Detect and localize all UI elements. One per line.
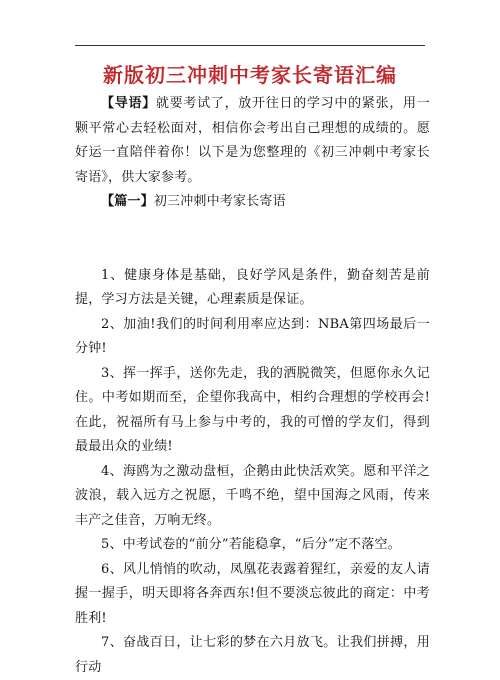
section-heading	[75, 190, 430, 215]
intro-paragraph	[75, 92, 430, 190]
list-item: 5、中考试卷的“前分”若能稳拿，“后分”定不落空。	[101, 537, 401, 552]
document-body	[75, 92, 430, 680]
section-tag: 【篇一】	[101, 194, 154, 209]
intro-tag: 【导语】	[101, 96, 156, 111]
list-item: 3、挥一挥手，送你先走，我的洒脱微笑，但愿你永久记住。中考如期而至，企望你我高中，相约合理想的学校再会!在此，祝福所有马上参与中考的，我的可憎的学友们，得到最最出众的业绩!	[75, 365, 430, 454]
document-title: 新版初三冲刺中考家长寄语汇编	[103, 63, 397, 87]
list-item: 6、风儿悄悄的吹动，凤凰花表露着猩红，亲爱的友人请握一握手，明天即将各奔西东!但不要淡忘彼此的商定：中考胜利!	[75, 561, 430, 626]
section-spacer	[75, 215, 430, 264]
list-item: 2、加油!我们的时间利用率应达到：NBA第四场最后一分钟!	[75, 316, 430, 356]
list-item: 7、奋战百日，让七彩的梦在六月放飞。让我们拼搏，用行动	[75, 635, 430, 675]
list-item: 1、健康身体是基础，良好学风是条件，勤奋刻苦是前提，学习方法是关键，心理素质是保证。	[75, 267, 430, 307]
intro-text: 就要考试了，放开往日的学习中的紧张，用一颗平常心去轻松面对，相信你会考出自己理想的成绩的。愿好运一直陪伴着你！以下是为您整理的《初三冲刺中考家长寄语》，供大家参考。	[75, 96, 430, 185]
list-item: 4、海鸥为之激动盘桓，企鹅由此快活欢笑。愿和平洋之波浪，载入远方之祝愿，千鸣不绝，望中国海之风雨，传来丰产之佳音，万响无终。	[75, 463, 430, 528]
top-divider	[75, 45, 425, 46]
section-title: 初三冲刺中考家长寄语	[153, 194, 286, 209]
